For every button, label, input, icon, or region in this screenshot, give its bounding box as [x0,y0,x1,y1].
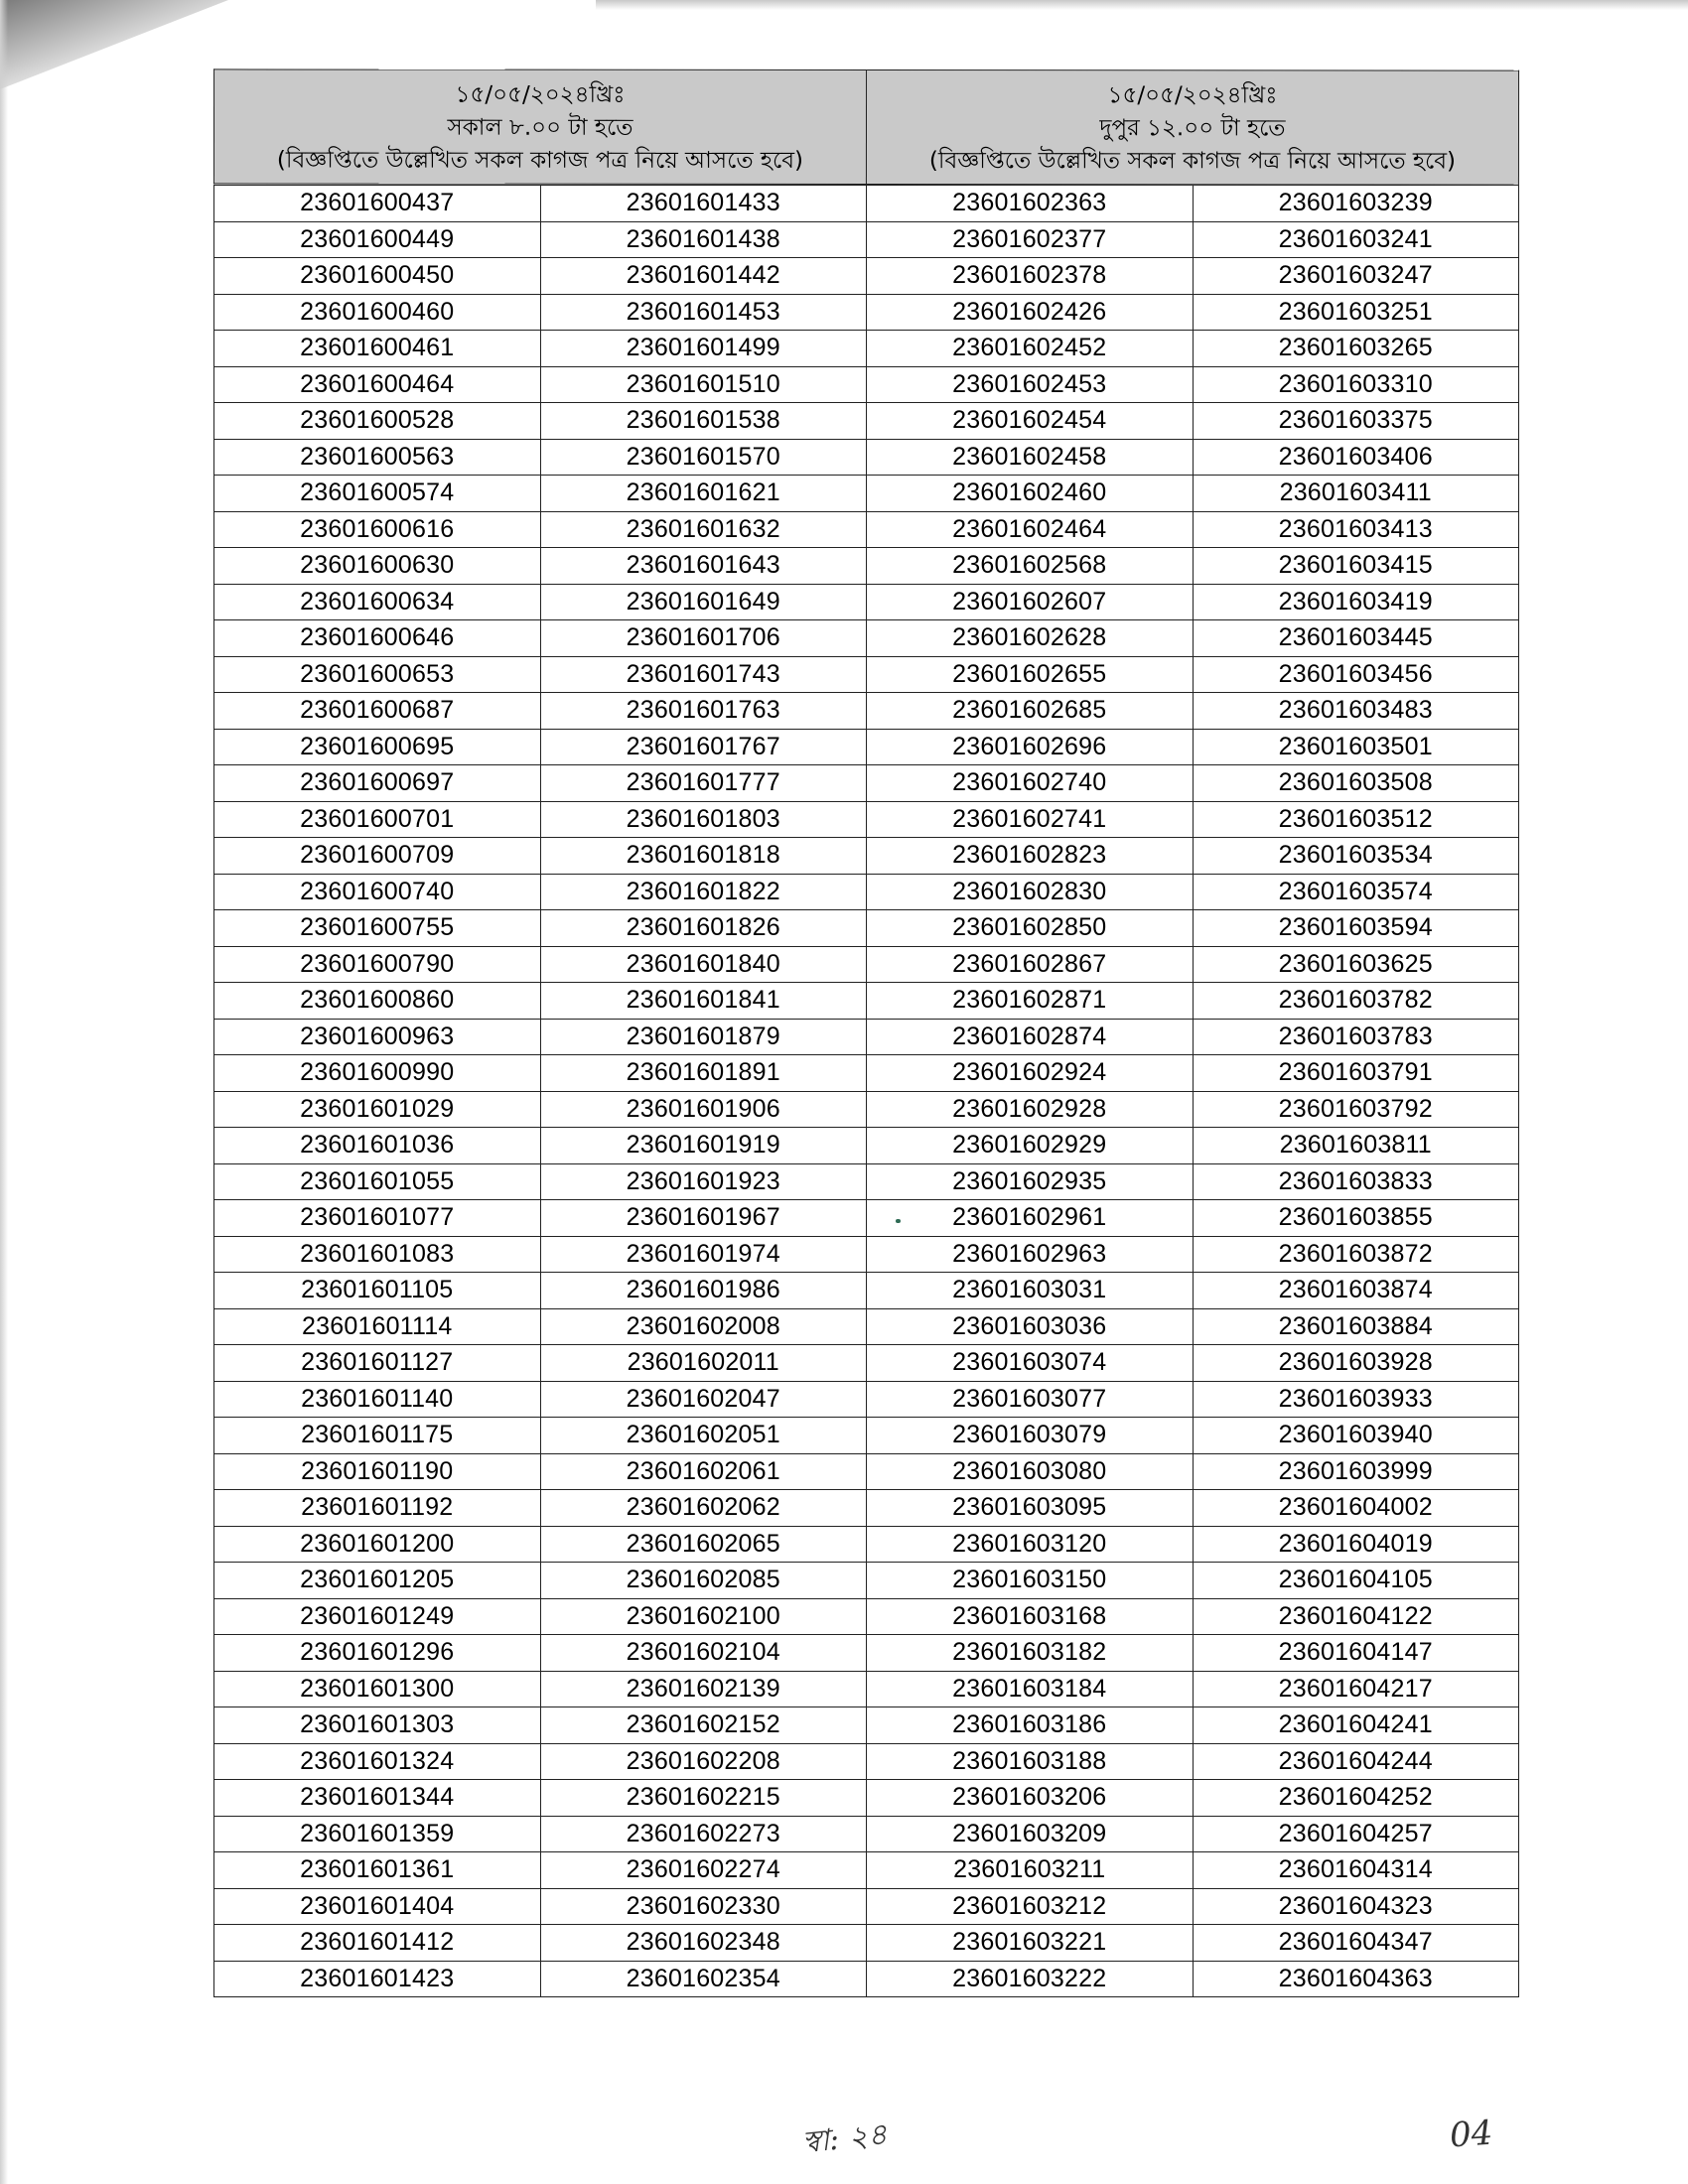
roll-number-cell: 23601602696 [867,729,1194,765]
table-row [214,1635,1519,1672]
table-row [214,765,1519,802]
roll-number-cell: 23601602935 [867,1163,1194,1200]
table-row [214,1563,1519,1599]
roll-number-cell: 23601603182 [867,1635,1194,1672]
roll-number-cell: 23601604323 [1193,1888,1519,1925]
table-row [214,548,1519,585]
roll-number-cell: 23601603483 [1193,693,1519,730]
roll-number-cell: 23601602963 [867,1236,1194,1273]
roll-number-cell: 23601602685 [867,693,1194,730]
morning-date: ১৫/০৫/২০২৪খ্রিঃ [455,81,626,108]
roll-number-cell: 23601602867 [867,946,1194,983]
roll-number-cell: 23601602061 [540,1453,867,1490]
roll-number-cell: 23601601083 [214,1236,541,1273]
table-row [214,1961,1519,1997]
roll-number-cell: 23601601105 [214,1273,541,1309]
roll-number-cell: 23601602085 [540,1563,867,1599]
table-row [214,294,1519,331]
roll-number-cell: 23601601205 [214,1563,541,1599]
scan-speck [896,1219,901,1223]
roll-number-cell: 23601602047 [540,1381,867,1418]
roll-number-cell: 23601602139 [540,1671,867,1707]
roll-number-cell: 23601602871 [867,983,1194,1020]
roll-number-cell: 23601600450 [214,258,541,295]
table-row [214,910,1519,947]
table-row [214,1598,1519,1635]
roll-number-cell: 23601602740 [867,765,1194,802]
roll-number-cell: 23601603222 [867,1961,1194,1997]
table-row [214,620,1519,657]
roll-number-cell: 23601603080 [867,1453,1194,1490]
roll-number-cell: 23601601570 [540,439,867,476]
table-row [214,1707,1519,1744]
morning-note: (বিজ্ঞপ্তিতে উল্লেখিত সকল কাগজ পত্র নিয়ে আসতে হবে) [276,146,804,174]
roll-number-cell: 23601601324 [214,1743,541,1780]
table-row [214,1091,1519,1128]
roll-number-cell: 23601600460 [214,294,541,331]
roll-number-cell: 23601603928 [1193,1345,1519,1382]
roll-number-cell: 23601603375 [1193,403,1519,440]
roll-number-cell: 23601602452 [867,331,1194,367]
roll-number-cell: 23601603251 [1193,294,1519,331]
roll-number-cell: 23601602104 [540,1635,867,1672]
table-row [214,1163,1519,1200]
roll-number-cell: 23601601649 [540,584,867,620]
roll-number-cell: 23601600630 [214,548,541,585]
roll-number-cell: 23601603415 [1193,548,1519,585]
table-row [214,1128,1519,1164]
roll-number-cell: 23601604314 [1193,1852,1519,1889]
roll-number-cell: 23601603120 [867,1526,1194,1563]
roll-number-cell: 23601602100 [540,1598,867,1635]
table-row [214,258,1519,295]
roll-number-cell: 23601603188 [867,1743,1194,1780]
roll-number-cell: 23601601029 [214,1091,541,1128]
roll-number-cell: 23601602655 [867,656,1194,693]
table-row [214,221,1519,258]
scan-corner-shadow [0,0,228,89]
roll-number-cell: 23601601763 [540,693,867,730]
roll-number-cell: 23601601632 [540,511,867,548]
roll-number-cell: 23601601840 [540,946,867,983]
roll-number-table [213,185,1519,1997]
roll-number-cell: 23601604241 [1193,1707,1519,1744]
roll-number-cell: 23601601777 [540,765,867,802]
roll-number-cell: 23601602823 [867,838,1194,875]
roll-number-cell: 23601601743 [540,656,867,693]
roll-number-rows [214,186,1519,1997]
roll-number-cell: 23601600563 [214,439,541,476]
roll-number-cell: 23601602453 [867,366,1194,403]
roll-number-cell: 23601602607 [867,584,1194,620]
roll-number-cell: 23601601967 [540,1200,867,1237]
roll-number-cell: 23601603186 [867,1707,1194,1744]
roll-number-cell: 23601601344 [214,1780,541,1817]
table-row [214,366,1519,403]
roll-number-cell: 23601603512 [1193,801,1519,838]
roll-number-cell: 23601603411 [1193,476,1519,512]
roll-number-cell: 23601602330 [540,1888,867,1925]
roll-number-cell: 23601602378 [867,258,1194,295]
roll-number-cell: 23601603095 [867,1490,1194,1527]
roll-number-cell: 23601601175 [214,1418,541,1454]
roll-number-cell: 23601601826 [540,910,867,947]
roll-number-cell: 23601603211 [867,1852,1194,1889]
morning-time: সকাল ৮.০০ টা হতে [447,114,633,141]
table-row [214,801,1519,838]
table-row [214,476,1519,512]
roll-number-cell: 23601603031 [867,1273,1194,1309]
roll-number-cell: 23601604002 [1193,1490,1519,1527]
roll-number-cell: 23601602348 [540,1925,867,1962]
scan-top-edge [596,0,1688,10]
roll-number-cell: 23601603419 [1193,584,1519,620]
roll-number-cell: 23601601404 [214,1888,541,1925]
roll-number-cell: 23601603874 [1193,1273,1519,1309]
table-row [214,1925,1519,1962]
roll-number-cell: 23601600464 [214,366,541,403]
roll-number-cell: 23601601036 [214,1128,541,1164]
roll-number-cell: 23601603833 [1193,1163,1519,1200]
roll-number-cell: 23601602008 [540,1308,867,1345]
table-row [214,693,1519,730]
roll-number-cell: 23601601127 [214,1345,541,1382]
roll-number-cell: 23601600634 [214,584,541,620]
roll-number-cell: 23601603872 [1193,1236,1519,1273]
roll-number-cell: 23601603077 [867,1381,1194,1418]
roll-number-cell: 23601603884 [1193,1308,1519,1345]
roll-number-cell: 23601603079 [867,1418,1194,1454]
roll-number-cell: 23601601891 [540,1055,867,1092]
roll-number-cell: 23601601433 [540,186,867,222]
roll-number-cell: 23601603534 [1193,838,1519,875]
table-row [214,331,1519,367]
roll-number-cell: 23601602874 [867,1019,1194,1055]
roll-number-cell: 23601601706 [540,620,867,657]
table-row [214,1381,1519,1418]
noon-time: দুপুর ১২.০০ টা হতে [1099,114,1286,141]
roll-number-cell: 23601603933 [1193,1381,1519,1418]
table-row [214,186,1519,222]
roll-number-cell: 23601603239 [1193,186,1519,222]
roll-number-cell: 23601601923 [540,1163,867,1200]
roll-number-cell: 23601603184 [867,1671,1194,1707]
roll-number-cell: 23601601140 [214,1381,541,1418]
roll-number-cell: 23601601055 [214,1163,541,1200]
table-row [214,1200,1519,1237]
roll-number-cell: 23601602062 [540,1490,867,1527]
roll-number-cell: 23601603574 [1193,874,1519,910]
table-row [214,1345,1519,1382]
schedule-sheet [213,69,1519,1997]
roll-number-cell: 23601600990 [214,1055,541,1092]
table-row [214,1055,1519,1092]
table-row [214,729,1519,765]
schedule-header [213,68,1519,185]
table-row [214,656,1519,693]
roll-number-cell: 23601601818 [540,838,867,875]
roll-number-cell: 23601601361 [214,1852,541,1889]
roll-number-cell: 23601604147 [1193,1635,1519,1672]
roll-number-cell: 23601602458 [867,439,1194,476]
table-row [214,511,1519,548]
table-row [214,1308,1519,1345]
roll-number-cell: 23601601114 [214,1308,541,1345]
roll-number-cell: 23601601538 [540,403,867,440]
roll-number-cell: 23601601510 [540,366,867,403]
roll-number-cell: 23601601499 [540,331,867,367]
roll-number-cell: 23601603501 [1193,729,1519,765]
roll-number-cell: 23601601077 [214,1200,541,1237]
table-row [214,1236,1519,1273]
morning-session-header [213,69,866,185]
roll-number-cell: 23601603783 [1193,1019,1519,1055]
table-row [214,1418,1519,1454]
roll-number-cell: 23601603206 [867,1780,1194,1817]
roll-number-cell: 23601601249 [214,1598,541,1635]
handwritten-signature: স্বা: ২৪ [800,2116,890,2161]
roll-number-cell: 23601602354 [540,1961,867,1997]
roll-number-cell: 23601601803 [540,801,867,838]
table-row [214,1852,1519,1889]
roll-number-cell: 23601602929 [867,1128,1194,1164]
roll-number-cell: 23601603811 [1193,1128,1519,1164]
noon-session-header [866,70,1518,186]
roll-number-cell: 23601600437 [214,186,541,222]
table-row [214,838,1519,875]
roll-number-cell: 23601600653 [214,656,541,693]
roll-number-cell: 23601601359 [214,1816,541,1852]
roll-number-cell: 23601602377 [867,221,1194,258]
roll-number-cell: 23601601423 [214,1961,541,1997]
roll-number-cell: 23601603247 [1193,258,1519,295]
noon-date: ১৫/০৫/২০২৪খ্রিঃ [1107,81,1278,108]
table-row [214,1273,1519,1309]
roll-number-cell: 23601601643 [540,548,867,585]
roll-number-cell: 23601603792 [1193,1091,1519,1128]
roll-number-cell: 23601600687 [214,693,541,730]
roll-number-cell: 23601604019 [1193,1526,1519,1563]
table-row [214,1780,1519,1817]
roll-number-cell: 23601603855 [1193,1200,1519,1237]
roll-number-cell: 23601603791 [1193,1055,1519,1092]
roll-number-cell: 23601601974 [540,1236,867,1273]
roll-number-cell: 23601603074 [867,1345,1194,1382]
roll-number-cell: 23601603456 [1193,656,1519,693]
roll-number-cell: 23601600616 [214,511,541,548]
roll-number-cell: 23601602464 [867,511,1194,548]
roll-number-cell: 23601601767 [540,729,867,765]
roll-number-cell: 23601600574 [214,476,541,512]
table-row [214,1671,1519,1707]
roll-number-cell: 23601604257 [1193,1816,1519,1852]
roll-number-cell: 23601603413 [1193,511,1519,548]
roll-number-cell: 23601602568 [867,548,1194,585]
roll-number-cell: 23601601442 [540,258,867,295]
roll-number-cell: 23601603625 [1193,946,1519,983]
roll-number-cell: 23601602460 [867,476,1194,512]
roll-number-cell: 23601602628 [867,620,1194,657]
table-row [214,439,1519,476]
roll-number-cell: 23601603265 [1193,331,1519,367]
roll-number-cell: 23601601919 [540,1128,867,1164]
roll-number-cell: 23601601303 [214,1707,541,1744]
roll-number-cell: 23601602454 [867,403,1194,440]
roll-number-cell: 23601600860 [214,983,541,1020]
roll-number-cell: 23601601879 [540,1019,867,1055]
roll-number-cell: 23601601841 [540,983,867,1020]
roll-number-cell: 23601602273 [540,1816,867,1852]
table-row [214,1490,1519,1527]
roll-number-cell: 23601601200 [214,1526,541,1563]
table-row [214,1888,1519,1925]
roll-number-cell: 23601603150 [867,1563,1194,1599]
roll-number-cell: 23601600790 [214,946,541,983]
roll-number-cell: 23601603940 [1193,1418,1519,1454]
roll-number-cell: 23601601621 [540,476,867,512]
roll-number-cell: 23601602924 [867,1055,1194,1092]
roll-number-cell: 23601604217 [1193,1671,1519,1707]
roll-number-cell: 23601600449 [214,221,541,258]
roll-number-cell: 23601604363 [1193,1961,1519,1997]
roll-number-cell: 23601604347 [1193,1925,1519,1962]
roll-number-cell: 23601602830 [867,874,1194,910]
roll-number-cell: 23601600740 [214,874,541,910]
roll-number-cell: 23601602741 [867,801,1194,838]
table-row [214,874,1519,910]
roll-number-cell: 23601602426 [867,294,1194,331]
roll-number-cell: 23601602850 [867,910,1194,947]
roll-number-cell: 23601603508 [1193,765,1519,802]
roll-number-cell: 23601604244 [1193,1743,1519,1780]
roll-number-cell: 23601602065 [540,1526,867,1563]
roll-number-cell: 23601601412 [214,1925,541,1962]
table-row [214,1526,1519,1563]
roll-number-cell: 23601604122 [1193,1598,1519,1635]
roll-number-cell: 23601601296 [214,1635,541,1672]
roll-number-cell: 23601601300 [214,1671,541,1707]
table-row [214,1453,1519,1490]
roll-number-cell: 23601601986 [540,1273,867,1309]
roll-number-cell: 23601604105 [1193,1563,1519,1599]
table-row [214,1019,1519,1055]
roll-number-cell: 23601602011 [540,1345,867,1382]
roll-number-cell: 23601601192 [214,1490,541,1527]
roll-number-cell: 23601602208 [540,1743,867,1780]
roll-number-cell: 23601601438 [540,221,867,258]
roll-number-cell: 23601600963 [214,1019,541,1055]
roll-number-cell: 23601602363 [867,186,1194,222]
roll-number-cell: 23601602274 [540,1852,867,1889]
roll-number-cell: 23601603445 [1193,620,1519,657]
roll-number-cell: 23601603212 [867,1888,1194,1925]
scan-left-edge [0,0,8,2184]
roll-number-cell: 23601603036 [867,1308,1194,1345]
roll-number-cell: 23601601190 [214,1453,541,1490]
roll-number-cell: 23601601906 [540,1091,867,1128]
roll-number-cell: 23601600709 [214,838,541,875]
roll-number-cell: 23601603594 [1193,910,1519,947]
page-number: 04 [1448,2113,1494,2156]
roll-number-cell: 23601600646 [214,620,541,657]
roll-number-cell: 23601602051 [540,1418,867,1454]
noon-note: (বিজ্ঞপ্তিতে উল্লেখিত সকল কাগজ পত্র নিয়ে আসতে হবে) [928,147,1457,175]
roll-number-cell: 23601600528 [214,403,541,440]
roll-number-cell: 23601600697 [214,765,541,802]
roll-number-cell: 23601603241 [1193,221,1519,258]
roll-number-cell: 23601600701 [214,801,541,838]
roll-number-cell: 23601602152 [540,1707,867,1744]
roll-number-cell: 23601601453 [540,294,867,331]
roll-number-cell: 23601600755 [214,910,541,947]
roll-number-cell: 23601603168 [867,1598,1194,1635]
roll-number-cell: 23601604252 [1193,1780,1519,1817]
roll-number-cell: 23601602215 [540,1780,867,1817]
roll-number-cell: 23601603999 [1193,1453,1519,1490]
roll-number-cell: 23601603209 [867,1816,1194,1852]
table-row [214,946,1519,983]
roll-number-cell: 23601600695 [214,729,541,765]
roll-number-cell: 23601600461 [214,331,541,367]
table-row [214,584,1519,620]
roll-number-cell: 23601601822 [540,874,867,910]
roll-number-cell: 23601603310 [1193,366,1519,403]
roll-number-cell: 23601603406 [1193,439,1519,476]
table-row [214,983,1519,1020]
table-row [214,1743,1519,1780]
table-row [214,1816,1519,1852]
roll-number-cell: 23601602961 [867,1200,1194,1237]
roll-number-cell: 23601603221 [867,1925,1194,1962]
roll-number-cell: 23601602928 [867,1091,1194,1128]
table-row [214,403,1519,440]
roll-number-cell: 23601603782 [1193,983,1519,1020]
